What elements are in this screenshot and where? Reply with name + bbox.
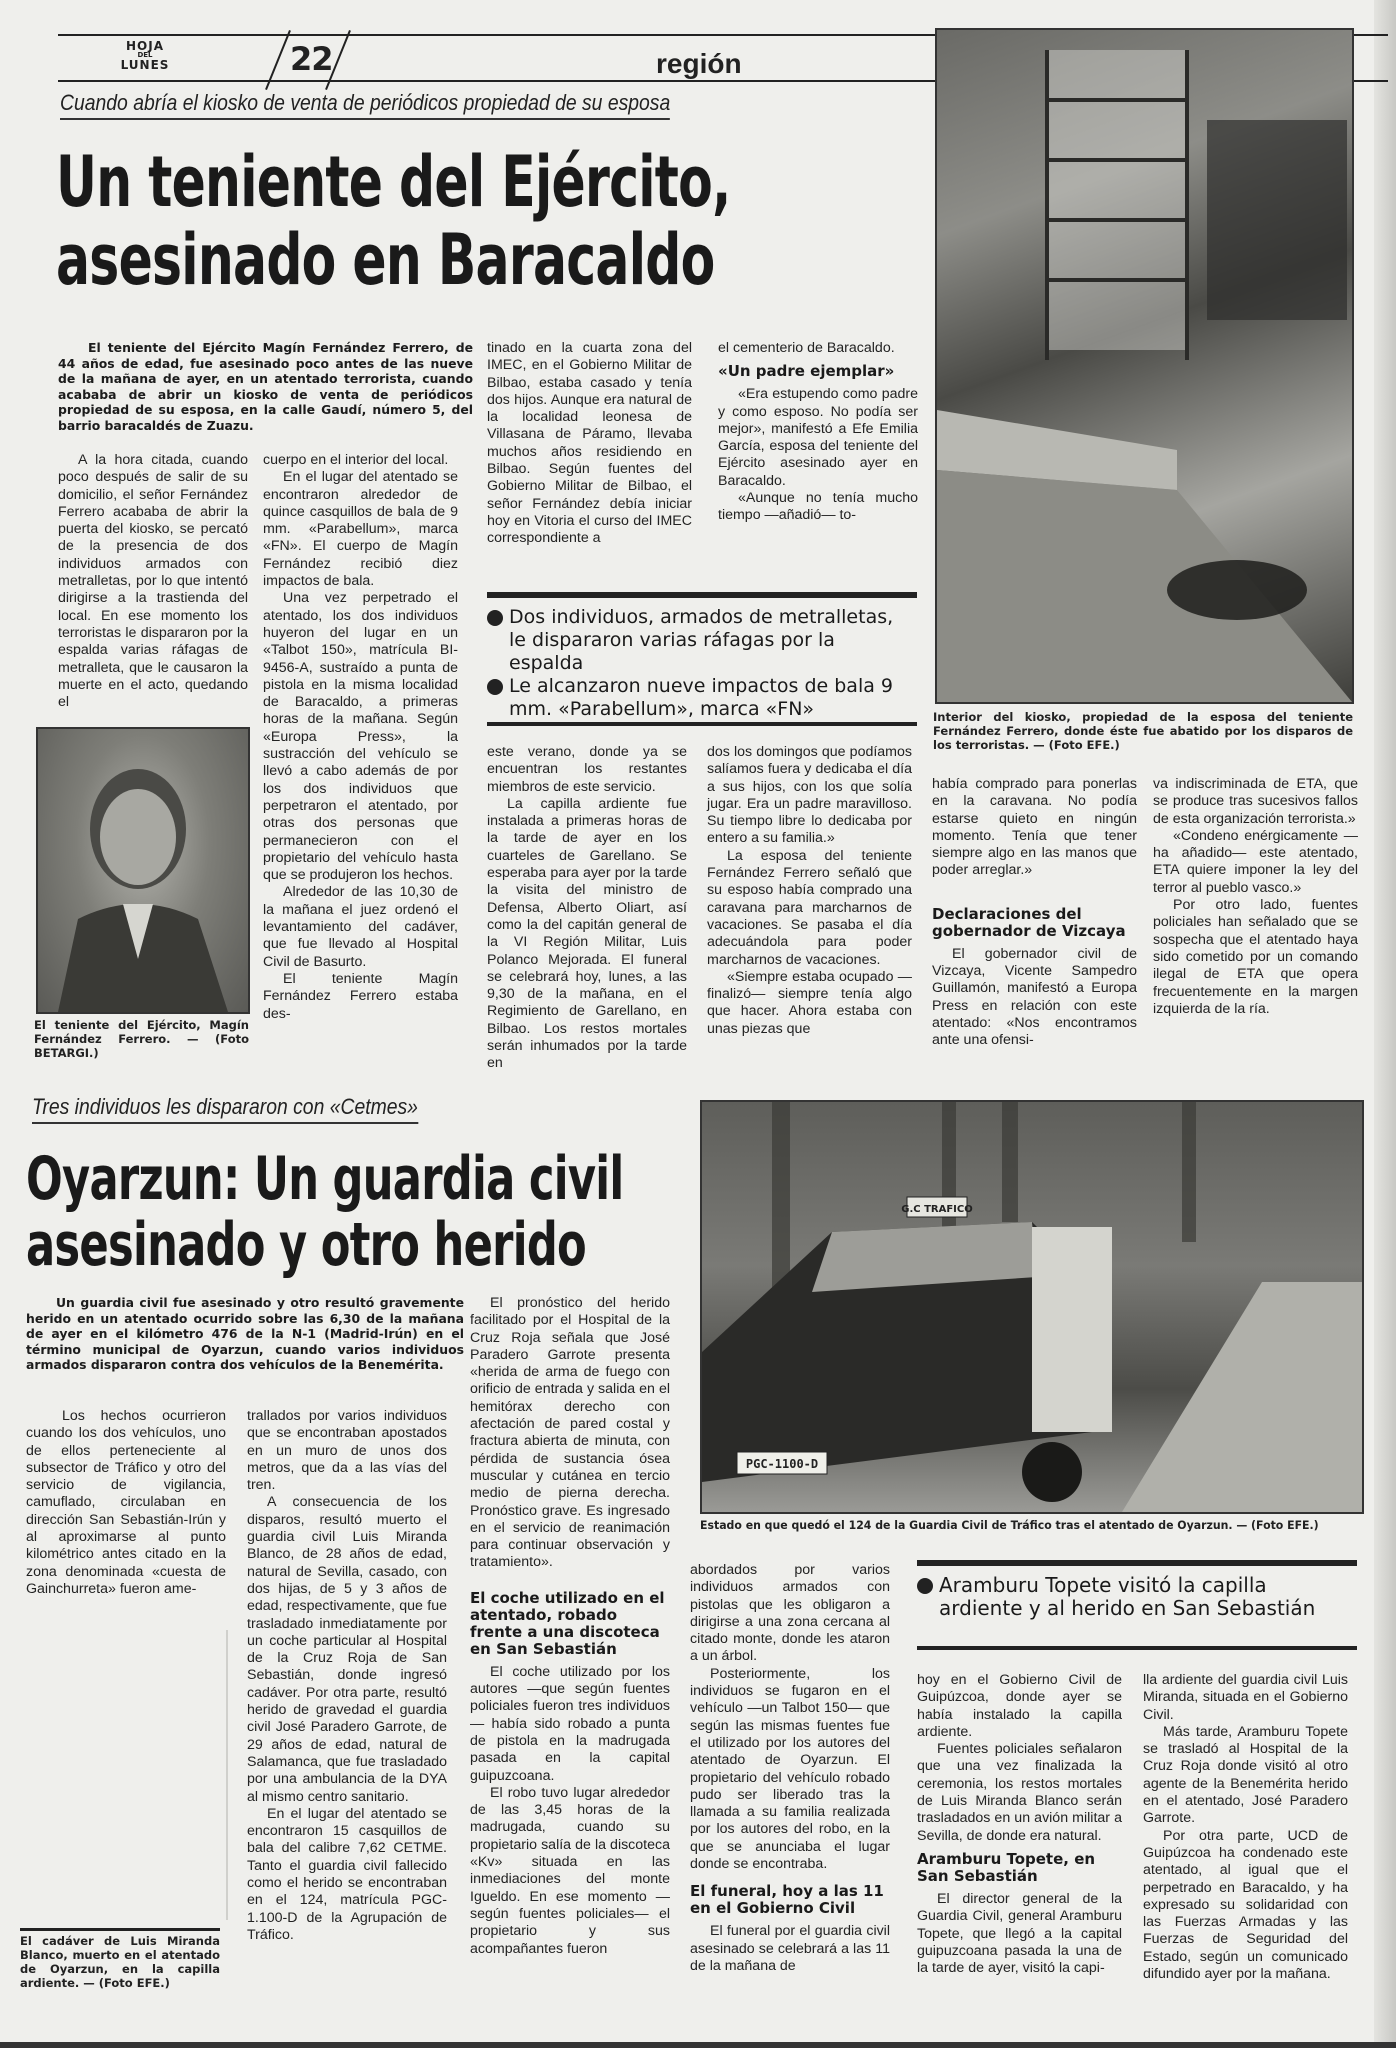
paragraph: El teniente Magín Fernández Ferrero estaba des- bbox=[263, 970, 458, 1022]
article1-kicker: Cuando abría el kiosko de venta de periódicos propiedad de su esposa bbox=[60, 90, 670, 120]
face bbox=[100, 789, 176, 885]
paragraph: En el lugar del atentado se encontraron alrededor de quince casquillos de bala de 9 mm. «Parabellum», marca «FN». El cuerpo de Magín Fernández recibió diez impactos de bala. bbox=[263, 469, 458, 590]
body-photo-caption: El cadáver de Luis Miranda Blanco, muerto en el atentado de Oyarzun, en la capilla ardiente. — (Foto EFE.) bbox=[20, 1934, 220, 1990]
body-photo bbox=[26, 1630, 228, 1920]
paragraph: va indiscriminada de ETA, que se produce tras sucesivos fallos de esta organización terrorista.» bbox=[1153, 776, 1358, 827]
license-plate-text: PGC-1100-D bbox=[745, 1457, 819, 1471]
highlight-item bbox=[487, 606, 917, 675]
shelf-unit bbox=[1047, 50, 1187, 350]
paragraph: El director general de la Guardia Civil, general Aramburu Topete, que llegó a la capital guipuzcoana pasada la una de la tarde de ayer, visitó la capi- bbox=[917, 1890, 1122, 1977]
paragraph: hoy en el Gobierno Civil de Guipúzcoa, donde ayer se había instalado la capilla ardiente. bbox=[917, 1672, 1122, 1740]
paragraph: «Condeno enérgicamente —ha añadido— este atentado, ETA quiere imponer la ley del terror al pueblo vasco.» bbox=[1153, 827, 1358, 896]
page-bottom-border bbox=[0, 2042, 1396, 2048]
kiosk-photo-caption: Interior del kiosko, propiedad de la esposa del teniente Fernández Ferrero, donde éste fue abatido por los disparos de los terroristas. — (Foto EFE.) bbox=[933, 710, 1353, 752]
article1-column-3 bbox=[487, 340, 692, 548]
article1-headline-line2: asesinado en Baracaldo bbox=[56, 219, 715, 301]
roof-sign-text: G.C TRAFICO bbox=[901, 1204, 973, 1215]
paragraph: El robo tuvo lugar alrededor de las 3,45 horas de la madrugada, cuando su propietario salía de la discoteca «Kv» situada en las inmediaciones del monte Igueldo. En ese momento —según fuentes policiales— el propietario y sus acompañantes fueron bbox=[470, 1784, 670, 1957]
road bbox=[1122, 1282, 1362, 1512]
paragraph: había comprado para ponerlas en la caravana. No podía estarse quieto en ningún momento. Tenía que tener siempre algo en las manos que poder arreglar.» bbox=[932, 776, 1137, 879]
article1-highlights bbox=[487, 592, 917, 721]
car-door bbox=[1032, 1227, 1112, 1432]
paragraph: El pronóstico del herido facilitado por el Hospital de la Cruz Roja señala que José Paradero Garrote presenta «herida de arma de fuego con orificio de entrada y salida en el hemitórax derecho con afectación de pared costal y fractura abierta de minuta, con pérdida de sustancia ósea muscular y cutánea en tercio medio de pierna derecha. Pronóstico grave. Es ingresado en el servicio de reanimación para continuar observación y tratamiento». bbox=[470, 1295, 670, 1571]
paragraph: Por otra parte, UCD de Guipúzcoa ha condenado este atentado, al igual que el perpetrado en Baracaldo, y ha expresado su solidaridad con las Fuerzas Armadas y las Fuerzas de Seguridad del Estado, según un comunicado difundido ayer por la mañana. bbox=[1143, 1827, 1348, 1983]
article1-column-1 bbox=[58, 452, 248, 711]
article2-column-4 bbox=[690, 1562, 890, 1975]
paragraph: Fuentes policiales señalaron que una vez finalizada la ceremonia, los restos mortales de Luis Miranda Blanco serán trasladados en un avión militar a Sevilla, de donde era natural. bbox=[917, 1741, 1122, 1844]
highlight-bottom-rule bbox=[917, 1646, 1357, 1650]
highlight-item bbox=[917, 1574, 1357, 1620]
body-photo-bottom-rule bbox=[20, 1928, 220, 1931]
article2-headline-line1: Oyarzun: Un guardia civil bbox=[26, 1144, 624, 1214]
paragraph: La capilla ardiente fue instalada a primeras horas de la tarde de ayer en los cuarteles de Garellano. Se esperaba para ayer por la tarde la visita del ministro de Defensa, Alberto Oliart, así como la del capitán general de la VI Región Militar, Luis Polanco Mejorada. El funeral se celebrará hoy, lunes, a las 9,30 de la mañana, en el Regimiento de Garellano, en Bilbao. Los restos mortales serán inhumados por la tarde en bbox=[487, 795, 687, 1072]
portrait-photo-caption: El teniente del Ejército, Magín Fernández Ferrero. — (Foto BETARGI.) bbox=[34, 1018, 249, 1060]
logo-line2: DEL bbox=[137, 51, 153, 59]
paragraph: A consecuencia de los disparos, resultó muerto el guardia civil Luis Miranda Blanco, de 28 años de edad, natural de Sevilla, casado, con dos hijas, de 5 y 3 años de edad, respectivamente, que fue trasladado inmediatamente por un coche particular al Hospital de la Cruz Roja de San Sebastián, donde ingresó cadáver. Por otra parte, resultó herido de gravedad el guardia civil José Paradero Garrote, de 29 años de edad, natural de Salamanca, que fue trasladado por una ambulancia de la DYA al mismo centro sanitario. bbox=[247, 1494, 447, 1805]
article2-column-6 bbox=[1143, 1672, 1348, 1983]
paragraph: El funeral por el guardia civil asesinado se celebrará a las 11 de la mañana de bbox=[690, 1923, 890, 1974]
bullet-icon bbox=[487, 610, 503, 626]
paragraph: este verano, donde ya se encuentran los restantes miembros de este servicio. bbox=[487, 744, 687, 795]
highlight-text: Dos individuos, armados de metralletas, le dispararon varias ráfagas por la espalda bbox=[509, 606, 894, 674]
paragraph: La esposa del teniente Fernández Ferrero señaló que su esposo había comprado una caravana para marcharnos de vacaciones. Se pasaba el día adecuándola para poder marcharnos de vacaciones. bbox=[707, 847, 912, 968]
subhead-declaraciones-gobernador: Declaraciones del gobernador de Vizcaya bbox=[932, 904, 1126, 940]
paragraph: «Era estupendo como padre y como esposo. No podía ser mejor», manifestó a Efe Emilia García, esposa del teniente del Ejército asesinado ayer en Baracaldo. bbox=[718, 386, 918, 489]
highlight-item bbox=[487, 675, 917, 721]
portrait-illustration bbox=[38, 729, 248, 1012]
paragraph: dos los domingos que podíamos salíamos fuera y dedicaba el día a sus hijos, con los que solía jugar. Era un padre maravilloso. Su tiempo libre lo dedicaba por entero a su familia.» bbox=[707, 744, 912, 847]
paragraph: Posteriormente, los individuos se fugaron en el vehículo —un Talbot 150— que según las mismas fuentes fue el utilizado por los autores del atentado de Oyarzun. El propietario del vehículo robado pudo ser liberado tras la llamada a su familia realizada por los autores del robo, en la que se anunciaba el lugar donde se encontraba. bbox=[690, 1665, 890, 1873]
highlight-text: Le alcanzaron nueve impactos de bala 9 mm. «Parabellum», marca «FN» bbox=[509, 675, 893, 720]
kiosk-photo-illustration bbox=[937, 30, 1352, 702]
paragraph: Una vez perpetrado el atentado, los dos individuos huyeron del lugar en un «Talbot 150», matrícula BI-9456-A, sustraído a punta de pistola en la misma localidad de Baracaldo, a primeras horas de la mañana. Según «Europa Press», la sustracción del vehículo se llevó a cabo además de por los dos individuos que perpetraron el atentado, por otras dos personas que permanecieron con el propietario del vehículo hasta que se produjeron los hechos. bbox=[263, 590, 458, 884]
back-room bbox=[1207, 120, 1347, 320]
highlight-bottom-rule bbox=[487, 722, 917, 726]
subhead-coche-utilizado: El coche utilizado en el atentado, robado frente a una discoteca en San Sebastián bbox=[470, 1588, 665, 1658]
portrait-photo bbox=[36, 727, 250, 1014]
paragraph: abordados por varios individuos armados con pistolas que les obligaron a dirigirse a una zona cercana al citado monte, donde les ataron a un árbol. bbox=[690, 1562, 890, 1665]
article2-column-2 bbox=[247, 1408, 447, 1944]
paragraph: El gobernador civil de Vizcaya, Vicente Sampedro Guillamón, manifestó a Europa Press en relación con este atentado: «Nos encontramos ante una ofensi- bbox=[932, 945, 1137, 1049]
paragraph: lla ardiente del guardia civil Luis Miranda, situada en el Gobierno Civil. bbox=[1143, 1672, 1348, 1723]
article1-column-4 bbox=[718, 340, 918, 525]
article1-column-4b bbox=[707, 744, 912, 1038]
paragraph: el cementerio de Baracaldo. bbox=[718, 340, 895, 356]
article2-lead: Un guardia civil fue asesinado y otro resultó gravemente herido en un atentado ocurrido sobre las 6,30 de la mañana de ayer en el kilómetro 476 de la N-1 (Madrid-Irún) en el término municipal de Oyarzun, cuando varios individuos armados dispararon contra dos vehículos de la Benemérita. bbox=[26, 1295, 464, 1373]
paragraph: Por otro lado, fuentes policiales han señalado que se sospecha que el atentado haya sido cometido por un comando ilegal de ETA que opera frecuentemente en la margen izquierda de la ría. bbox=[1153, 897, 1358, 1017]
paragraph: «Aunque no tenía mucho tiempo —añadió— to- bbox=[718, 490, 918, 524]
subhead-aramburu-topete: Aramburu Topete, en San Sebastián bbox=[917, 1849, 1096, 1885]
page-edge-shadow bbox=[1374, 0, 1396, 2048]
paragraph: «Siempre estaba ocupado —finalizó— siempre tenía algo que hacer. Ahora estaba con unas piezas que bbox=[707, 968, 912, 1037]
page-number: 22 bbox=[290, 40, 333, 78]
paragraph: Alrededor de las 10,30 de la mañana el juez ordenó el levantamiento del cadáver, que fue llevado al Hospital Civil de Basurto. bbox=[263, 884, 458, 970]
newspaper-logo bbox=[110, 40, 180, 71]
paragraph: En el lugar del atentado se encontraron 15 casquillos de bala del calibre 7,62 CETME. Tanto el guardia civil fallecido como el herido se encontraban en el 124, matrícula PGC-1.100-D de la Agrupación de Tráfico. bbox=[247, 1805, 447, 1943]
car-photo-caption: Estado en que quedó el 124 de la Guardia Civil de Tráfico tras el atentado de Oyarzun. — (Foto EFE.) bbox=[700, 1518, 1319, 1532]
car-photo bbox=[700, 1100, 1364, 1514]
paragraph: trallados por varios individuos que se encontraban apostados en un muro de unos dos metros, que da a las vías del tren. bbox=[247, 1408, 447, 1494]
paragraph: A la hora citada, cuando poco después de salir de su domicilio, el señor Fernández Ferrero acababa de abrir la puerta del kiosko, se percató de la presencia de dos individuos armados con metralletas, por lo que intentó dirigirse a la trastienda del local. En ese momento los terroristas le dispararon por la espalda varias ráfagas de metralleta, que le causaron la muerte en el acto, quedando el bbox=[58, 452, 248, 711]
article2-highlight bbox=[917, 1560, 1357, 1620]
article2-headline-line2: asesinado y otro herido bbox=[26, 1210, 587, 1280]
subhead-un-padre-ejemplar: «Un padre ejemplar» bbox=[718, 362, 895, 381]
bullet-icon bbox=[487, 679, 503, 695]
article2-column-3 bbox=[470, 1295, 670, 1958]
logo-line1: HOJA bbox=[126, 39, 164, 53]
subhead-funeral: El funeral, hoy a las 11 en el Gobierno Civil bbox=[690, 1882, 884, 1918]
article2-kicker: Tres individuos les dispararon con «Cetmes» bbox=[32, 1094, 418, 1124]
article1-lead: El teniente del Ejército Magín Fernández Ferrero, de 44 años de edad, fue asesinado poco antes de las nueve de la mañana de ayer, en un atentado terrorista, cuando acababa de abrir un kiosko de venta de periódicos propiedad de su esposa, en la calle Gaudí, número 5, del barrio baracaldés de Zuazu. bbox=[58, 340, 473, 433]
article2-column-5 bbox=[917, 1672, 1122, 1977]
article1-column-2 bbox=[263, 452, 458, 1023]
highlight-text: Aramburu Topete visitó la capilla ardiente y al herido en San Sebastián bbox=[939, 1573, 1316, 1620]
paragraph: tinado en la cuarta zona del IMEC, en el Gobierno Militar de Bilbao, estaba casado y tenía dos hijos. Aunque era natural de la localidad leonesa de Villasana de Páramo, llevaba muchos años residiendo en Bilbao. Según fuentes del Gobierno Militar de Bilbao, el señor Fernández debía iniciar hoy en Vitoria el curso del IMEC correspondiente a bbox=[487, 340, 692, 547]
article1-column-3b bbox=[487, 744, 687, 1073]
article2-column-1 bbox=[26, 1408, 226, 1598]
article1-column-5 bbox=[932, 776, 1137, 1050]
logo-line3: LUNES bbox=[120, 58, 170, 72]
bullet-icon bbox=[917, 1578, 933, 1594]
paragraph: cuerpo en el interior del local. bbox=[263, 452, 449, 468]
paragraph: Más tarde, Aramburu Topete se trasladó al Hospital de la Cruz Roja donde visitó al otro agente de la Benemérita herido en el atentado, José Paradero Garrote. bbox=[1143, 1723, 1348, 1827]
paragraph: Los hechos ocurrieron cuando los dos vehículos, uno de ellos perteneciente al subsector de Tráfico y otro del servicio de vigilancia, camuflado, circulaban en dirección San Sebastián-Irún y al aproximarse al punto kilométrico antes citado en la zona denominada «cuesta de Gainchurreta» fueron ame- bbox=[26, 1408, 226, 1597]
article1-headline-line1: Un teniente del Ejército, bbox=[56, 141, 731, 223]
kiosk-interior-photo bbox=[935, 28, 1354, 704]
paragraph: El coche utilizado por los autores —que según fuentes policiales fueron tres individuos— había sido robado a punta de pistola en la madrugada pasada en la capital guipuzcoana. bbox=[470, 1663, 670, 1784]
wheel bbox=[1022, 1442, 1082, 1502]
bloodstain bbox=[1167, 560, 1307, 620]
article1-column-6 bbox=[1153, 776, 1358, 1018]
car-photo-illustration bbox=[702, 1102, 1362, 1512]
section-title: región bbox=[656, 48, 742, 79]
